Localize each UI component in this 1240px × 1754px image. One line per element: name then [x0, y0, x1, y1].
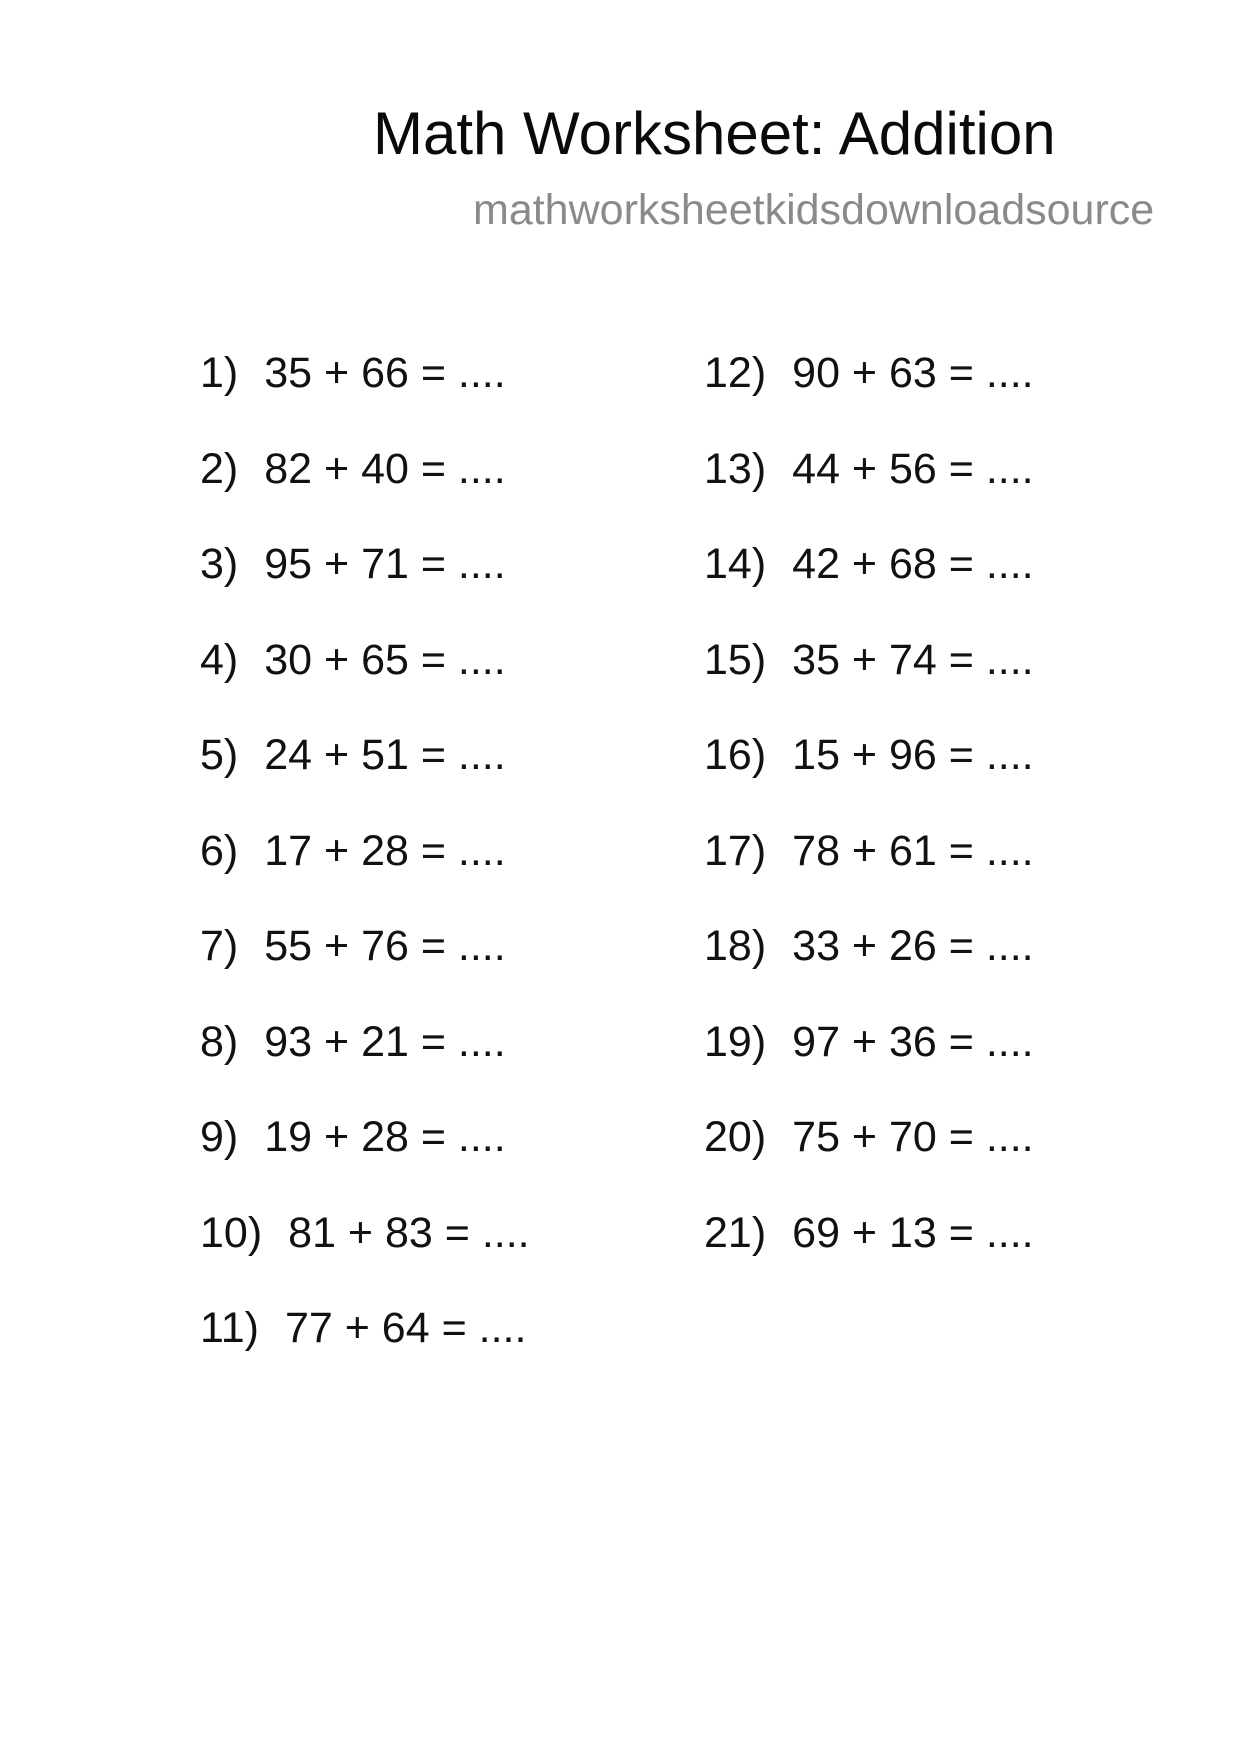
problem-row [704, 920, 1034, 1016]
problem-number: 5) [200, 731, 239, 779]
problem-expression: 15 + 96 = .... [792, 731, 1034, 779]
problem-row [200, 729, 530, 825]
problems-column-left [200, 347, 530, 1398]
problem-expression: 17 + 28 = .... [264, 826, 506, 875]
problem-expression: 35 + 66 = .... [264, 349, 506, 397]
problem-number: 19) [704, 1017, 767, 1066]
problem-expression: 77 + 64 = .... [284, 1304, 527, 1352]
problem-expression: 82 + 40 = .... [264, 444, 506, 493]
worksheet-title: Math Worksheet: Addition [373, 100, 1056, 167]
problem-row [200, 825, 530, 921]
problem-number: 2) [200, 444, 239, 493]
problem-expression: 33 + 26 = .... [792, 922, 1034, 970]
problem-number: 10) [200, 1208, 263, 1257]
problem-expression: 97 + 36 = .... [792, 1017, 1034, 1066]
problem-number: 3) [200, 540, 239, 588]
problem-number: 21) [704, 1208, 767, 1257]
problem-number: 15) [704, 635, 767, 684]
problem-row [704, 347, 1034, 443]
problem-number: 20) [704, 1113, 767, 1161]
problem-expression: 69 + 13 = .... [792, 1208, 1034, 1257]
problem-expression: 78 + 61 = .... [792, 826, 1034, 875]
problem-number: 17) [704, 826, 767, 875]
problem-number: 18) [704, 922, 767, 970]
problem-expression: 75 + 70 = .... [792, 1113, 1034, 1161]
problem-row [704, 538, 1034, 634]
problem-row [200, 1302, 530, 1398]
problem-row [704, 1016, 1034, 1112]
problem-row [200, 634, 530, 730]
problem-number: 12) [704, 349, 767, 397]
problem-number: 11) [200, 1304, 259, 1352]
problem-number: 4) [200, 635, 239, 684]
problem-row [200, 443, 530, 539]
problem-expression: 44 + 56 = .... [792, 444, 1034, 493]
problem-number: 1) [200, 349, 239, 397]
problem-row [704, 825, 1034, 921]
problem-row [704, 1207, 1034, 1303]
problem-number: 7) [200, 922, 239, 970]
source-subtitle: mathworksheetkidsdownloadsource [473, 186, 1155, 234]
problem-expression: 55 + 76 = .... [264, 922, 506, 970]
problem-row [704, 443, 1034, 539]
problem-expression: 24 + 51 = .... [264, 731, 506, 779]
problem-row [200, 1111, 530, 1207]
problem-row [200, 347, 530, 443]
problem-expression: 42 + 68 = .... [792, 540, 1034, 588]
problem-number: 14) [704, 540, 767, 588]
problem-row [704, 729, 1034, 825]
problem-expression: 19 + 28 = .... [264, 1113, 506, 1161]
problem-row [704, 1111, 1034, 1207]
problem-expression: 95 + 71 = .... [264, 540, 506, 588]
problem-expression: 90 + 63 = .... [792, 349, 1034, 397]
problem-number: 8) [200, 1017, 239, 1066]
problem-row [200, 1016, 530, 1112]
problem-number: 16) [704, 731, 767, 779]
problem-row [200, 1207, 530, 1303]
problem-row [200, 538, 530, 634]
problem-number: 6) [200, 826, 239, 875]
problem-expression: 93 + 21 = .... [264, 1017, 506, 1066]
problems-column-right [704, 347, 1034, 1302]
problem-row [704, 634, 1034, 730]
problem-row [200, 920, 530, 1016]
problem-number: 9) [200, 1113, 239, 1161]
problem-expression: 35 + 74 = .... [792, 635, 1034, 684]
problem-expression: 30 + 65 = .... [264, 635, 506, 684]
problem-number: 13) [704, 444, 767, 493]
problem-expression: 81 + 83 = .... [288, 1208, 530, 1257]
